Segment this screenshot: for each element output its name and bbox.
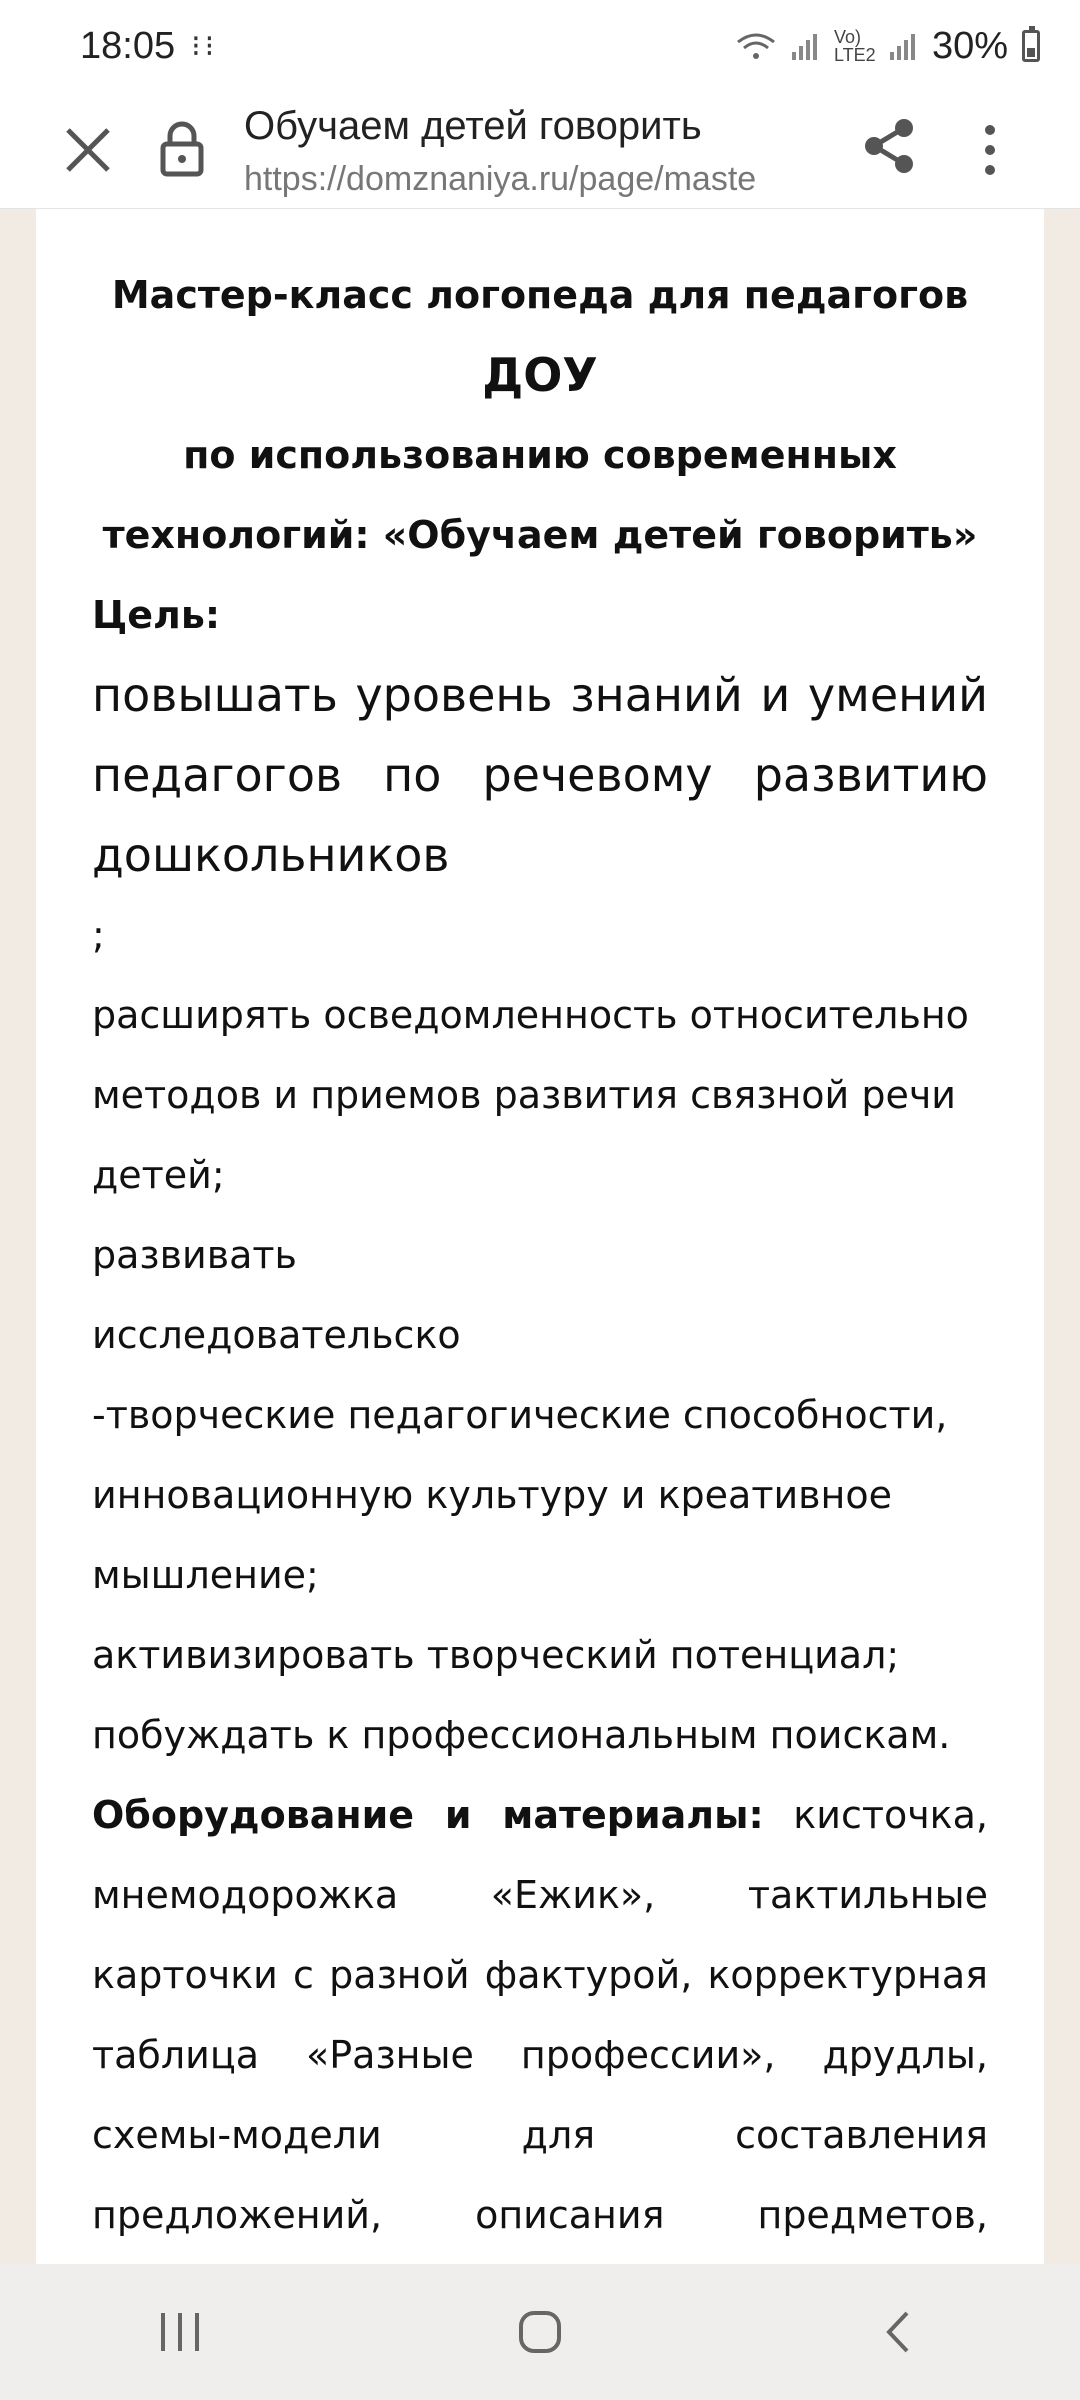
paragraph-4: -творческие педагогические способности, инновационную культуру и креативное мышление; [92,1393,948,1597]
back-icon [875,2307,925,2357]
paragraph-6: побуждать к профессиональным поискам. [92,1713,951,1757]
toolbar-text[interactable] [244,98,824,204]
semicolon-line: ; [92,913,105,957]
signal-icon [790,30,820,62]
home-icon [515,2307,565,2357]
equipment-label: Оборудование и материалы: [92,1793,764,1837]
equipment-paragraph [92,1775,988,2335]
close-icon[interactable] [60,122,116,178]
system-nav-bar [0,2264,1080,2400]
more-vert-icon[interactable] [970,120,1010,180]
status-bar [0,0,1080,92]
share-icon[interactable] [858,114,922,178]
recents-icon [155,2307,205,2357]
browser-toolbar [0,92,1080,209]
article-heading-line1: Мастер-класс логопеда для педагогов [111,273,969,317]
home-button[interactable] [495,2287,585,2377]
battery-percent: 30% [931,24,1008,67]
signal-icon-2 [888,30,918,62]
article-heading-line3: по использованию современных [183,433,897,477]
status-right [736,25,1040,68]
page-url: https://domznaniya.ru/page/maste [244,160,757,198]
page-title: Обучаем детей говорить [244,104,702,148]
wifi-icon [736,30,776,62]
equipment-text: кисточка, мнемодорожка «Ежик», тактильные карточки с разной фактурой, корректурная таблица «Разные профессии», друдлы, схемы-модели для составления предложений, описания предметов, [92,1793,989,2237]
lock-icon[interactable] [160,120,204,176]
goal-text: повышать уровень знаний и умений педагогов по речевому развитию дошкольников [92,668,988,882]
paragraph-2: развивать [92,1233,297,1277]
article-card [36,209,1044,2264]
article-heading-line2: ДОУ [482,348,598,402]
notification-icons: ⁝⁝ [191,29,219,63]
article-heading-line4: технологий: «Обучаем детей говорить» [102,513,978,557]
recents-button[interactable] [135,2287,225,2377]
paragraph-3: исследовательско [92,1313,461,1357]
goal-label: Цель: [92,593,221,637]
network-label: Vo) LTE2 [833,27,876,65]
paragraph-1: расширять осведомленность относительно методов и приемов развития связной речи детей; [92,993,969,1197]
battery-icon [1022,30,1040,62]
status-time: 18:05 [80,24,176,67]
back-button[interactable] [855,2287,945,2377]
paragraph-5: активизировать творческий потенциал; [92,1633,900,1677]
